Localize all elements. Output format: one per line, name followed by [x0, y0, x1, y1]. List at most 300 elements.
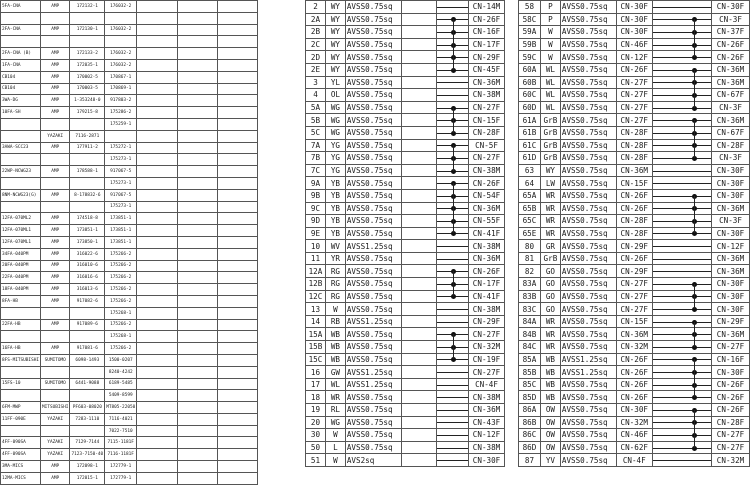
wire-color: WY [540, 164, 560, 177]
wire-line [653, 271, 711, 272]
wire-line [653, 45, 711, 46]
connector-ref: CN-14M [469, 1, 505, 14]
empty-cell [401, 278, 437, 291]
wire-number: 12C [306, 290, 326, 303]
wire-line [653, 158, 711, 159]
wire-spec: AVSS0.75sq [345, 202, 401, 215]
wire-color: YL [325, 76, 345, 89]
connector-ref-far: CN-36M [712, 328, 750, 341]
maker-name [41, 366, 70, 378]
wire-line [653, 284, 711, 285]
wire-row [519, 429, 750, 442]
connector-ref-far: CN-30F [712, 366, 750, 379]
wire-number: 65C [519, 215, 541, 228]
housing-part-no [70, 201, 105, 213]
terminal-part-no: 173851-1 [105, 213, 137, 225]
wire-spec: AVSS0.75sq [345, 404, 401, 417]
wire-number: 81 [519, 252, 541, 265]
empty-cell [137, 142, 177, 154]
empty-cell [177, 59, 217, 71]
connector-ref: CN-26F [616, 252, 652, 265]
empty-cell [217, 107, 257, 119]
wire-line [437, 259, 468, 260]
empty-cell [177, 12, 217, 24]
wire-number: 87 [519, 454, 541, 467]
wire-row [519, 315, 750, 328]
wire-color: WG [325, 126, 345, 139]
wire-row [519, 227, 750, 240]
wire-spec: AVSS0.75sq [345, 139, 401, 152]
wire-row [306, 26, 505, 39]
maker-name: SUMITOMO [41, 378, 70, 390]
empty-cell [401, 441, 437, 454]
empty-cell [177, 390, 217, 402]
wire-spec: AVSS0.75sq [560, 315, 616, 328]
bus-line [694, 378, 695, 392]
connector-row [1, 461, 258, 473]
connector-row [1, 177, 258, 189]
wire-color: GO [540, 303, 560, 316]
wire-spec: AVSS0.75sq [560, 114, 616, 127]
wire-row [306, 378, 505, 391]
wire-spec: AVSS0.75sq [345, 177, 401, 190]
empty-cell [177, 130, 217, 142]
wire-color: RG [325, 278, 345, 291]
wire-diagram-cell [652, 189, 711, 202]
wire-diagram-cell [437, 101, 469, 114]
connector-ref: CN-29F [616, 265, 652, 278]
connector-name: 22FA-HB [1, 319, 41, 331]
wire-line [653, 196, 711, 197]
wire-spec: AVSS0.75sq [560, 416, 616, 429]
bus-line [694, 50, 695, 57]
wire-number: 86D [519, 441, 541, 454]
bus-line [453, 126, 454, 133]
connector-ref: CN-16F [469, 26, 505, 39]
empty-cell [177, 343, 217, 355]
wire-row [306, 429, 505, 442]
connector-ref: CN-27F [616, 89, 652, 102]
wire-color: YB [325, 227, 345, 240]
bus-line [694, 302, 695, 309]
wire-number: 64 [519, 177, 541, 190]
connector-row [1, 118, 258, 130]
wire-line [437, 82, 468, 83]
wire-spec: AVSS0.75sq [560, 265, 616, 278]
connector-ref: CN-29F [469, 315, 505, 328]
wire-color: GO [540, 265, 560, 278]
wire-spec: AVSS0.75sq [560, 278, 616, 291]
empty-cell [137, 95, 177, 107]
bus-line [453, 189, 454, 203]
wire-number: 5A [306, 101, 326, 114]
connector-ref: CN-46F [616, 38, 652, 51]
bus-line [453, 38, 454, 52]
connector-name: 16FA-HB [1, 343, 41, 355]
wire-diagram-cell [652, 391, 711, 404]
connector-ref-far: CN-30F [712, 227, 750, 240]
connector-name: 22FA-040PM [1, 272, 41, 284]
wire-list-right [518, 0, 750, 465]
housing-part-no: 172130-1 [70, 24, 105, 36]
wire-row [306, 215, 505, 228]
wire-number: 58C [519, 13, 541, 26]
connector-name [1, 366, 41, 378]
empty-cell [177, 260, 217, 272]
wire-diagram-cell [652, 328, 711, 341]
wire-number: 59B [519, 38, 541, 51]
wire-spec: AVSS0.75sq [345, 416, 401, 429]
wire-color: YG [325, 139, 345, 152]
wire-diagram-cell [437, 290, 469, 303]
wire-color: WB [540, 353, 560, 366]
connector-ref: CN-27F [469, 152, 505, 165]
housing-part-no: 174518-8 [70, 213, 105, 225]
empty-cell [137, 130, 177, 142]
connector-ref-far: CN-27F [712, 441, 750, 454]
wire-color: GR [540, 240, 560, 253]
wire-line [437, 397, 468, 398]
wire-line [437, 372, 468, 373]
wire-diagram-cell [437, 164, 469, 177]
terminal-part-no: 175266-2 [105, 295, 137, 307]
wire-diagram-cell [652, 353, 711, 366]
housing-part-no: 316013-6 [70, 284, 105, 296]
maker-name: AMP [41, 48, 70, 60]
wire-spec: AVSS0.75sq [345, 265, 401, 278]
wire-spec: AVSS0.75sq [345, 353, 401, 366]
wire-row [519, 290, 750, 303]
empty-cell [217, 24, 257, 36]
connector-ref: CN-36M [469, 252, 505, 265]
terminal-part-no: 7116-1181F [105, 449, 137, 461]
wire-diagram-cell [437, 139, 469, 152]
terminal-part-no [105, 130, 137, 142]
bus-line [453, 290, 454, 297]
wire-number: 84C [519, 341, 541, 354]
connector-ref: CN-15F [469, 114, 505, 127]
connector-ref: CN-15F [616, 315, 652, 328]
wire-spec: AVSS0.75sq [560, 227, 616, 240]
wire-number: 85C [519, 378, 541, 391]
bus-line [453, 340, 454, 354]
terminal-part-no: 8240-4242 [105, 366, 137, 378]
wire-number: 60A [519, 63, 541, 76]
wire-diagram-cell [437, 391, 469, 404]
maker-name: AMP [41, 284, 70, 296]
empty-cell [217, 118, 257, 130]
wire-spec: AVSS0.75sq [560, 303, 616, 316]
empty-cell [177, 331, 217, 343]
wire-row [306, 114, 505, 127]
wire-diagram-cell [652, 341, 711, 354]
wire-spec: AVSS1.25sq [345, 315, 401, 328]
maker-name: YAZAKI [41, 413, 70, 425]
housing-part-no: 917089-6 [70, 319, 105, 331]
empty-cell [177, 177, 217, 189]
wire-row [519, 126, 750, 139]
connector-ref-far: CN-26F [712, 404, 750, 417]
wire-color: RL [325, 404, 345, 417]
wire-line [653, 410, 711, 411]
maker-name: AMP [41, 107, 70, 119]
wire-spec: AVSS0.75sq [345, 114, 401, 127]
wire-spec: AVSS0.75sq [345, 328, 401, 341]
wire-row [519, 89, 750, 102]
housing-part-no: 179215-8 [70, 107, 105, 119]
connector-ref: CN-15F [616, 177, 652, 190]
housing-part-no [70, 366, 105, 378]
terminal-part-no: 172779-1 [105, 472, 137, 484]
connector-ref: CN-55F [469, 215, 505, 228]
connector-ref: CN-27F [469, 366, 505, 379]
wire-line [437, 422, 468, 423]
connector-ref: CN-38M [469, 303, 505, 316]
wire-line [653, 322, 711, 323]
wire-diagram-cell [652, 26, 711, 39]
connector-ref: CN-54F [469, 189, 505, 202]
wire-spec: AVSS0.75sq [345, 13, 401, 26]
wire-color: WR [540, 189, 560, 202]
bus-line [694, 202, 695, 216]
wire-row [306, 303, 505, 316]
wire-line [653, 246, 711, 247]
wire-row [306, 391, 505, 404]
empty-cell [137, 354, 177, 366]
empty-cell [137, 366, 177, 378]
wire-line [653, 448, 711, 449]
maker-name: AMP [41, 343, 70, 355]
maker-name: AMP [41, 59, 70, 71]
wire-number: 60B [519, 76, 541, 89]
wire-row [306, 252, 505, 265]
connector-ref: CN-27F [616, 290, 652, 303]
wire-spec: AVSS0.75sq [345, 38, 401, 51]
empty-cell [137, 166, 177, 178]
wire-spec: AVSS0.75sq [560, 1, 616, 14]
wire-row [306, 189, 505, 202]
housing-part-no: 172133-2 [70, 48, 105, 60]
connector-ref: CN-30F [616, 1, 652, 14]
maker-name: AMP [41, 142, 70, 154]
wire-diagram-cell [437, 252, 469, 265]
wire-row [519, 76, 750, 89]
wire-number: 5B [306, 114, 326, 127]
empty-cell [401, 366, 437, 379]
wire-spec: AVSS0.75sq [560, 89, 616, 102]
empty-cell [401, 202, 437, 215]
terminal-part-no: 6189-5485 [105, 378, 137, 390]
connector-row [1, 95, 258, 107]
wire-diagram-cell [437, 454, 469, 467]
wire-diagram-cell [437, 315, 469, 328]
wire-color: RB [325, 315, 345, 328]
connector-row [1, 319, 258, 331]
empty-cell [217, 343, 257, 355]
empty-cell [177, 95, 217, 107]
empty-cell [177, 24, 217, 36]
wire-spec: AVSS0.75sq [560, 429, 616, 442]
bus-line [453, 227, 454, 234]
empty-cell [137, 413, 177, 425]
empty-cell [401, 391, 437, 404]
terminal-part-no: 917803-2 [105, 95, 137, 107]
wire-color: WY [325, 26, 345, 39]
maker-name: AMP [41, 236, 70, 248]
wire-line [653, 309, 711, 310]
empty-cell [137, 213, 177, 225]
empty-cell [177, 166, 217, 178]
connector-name [1, 130, 41, 142]
wire-color: GO [540, 278, 560, 291]
wire-diagram-cell [652, 38, 711, 51]
empty-cell [137, 236, 177, 248]
wire-color: WR [540, 315, 560, 328]
wire-spec: AVSS0.75sq [560, 126, 616, 139]
empty-cell [401, 227, 437, 240]
connector-ref-far: CN-30F [712, 303, 750, 316]
terminal-part-no: 176032-2 [105, 48, 137, 60]
connector-ref: CN-26F [616, 202, 652, 215]
wire-diagram-cell [652, 366, 711, 379]
wire-diagram-cell [652, 303, 711, 316]
connector-ref: CN-30F [616, 26, 652, 39]
connector-ref: CN-38M [469, 441, 505, 454]
empty-cell [177, 83, 217, 95]
connector-ref-far: CN-30F [712, 1, 750, 14]
connector-name [1, 12, 41, 24]
empty-cell [217, 189, 257, 201]
connector-row [1, 154, 258, 166]
wire-number: 5C [306, 126, 326, 139]
wire-color: GW [325, 366, 345, 379]
wire-row [306, 278, 505, 291]
wire-line [437, 322, 468, 323]
wire-diagram-cell [437, 240, 469, 253]
wire-spec: AVSS0.75sq [560, 189, 616, 202]
wire-line [437, 385, 468, 386]
maker-name [41, 201, 70, 213]
connector-ref: CN-36M [469, 76, 505, 89]
wire-spec: AVSS0.75sq [345, 290, 401, 303]
bus-line [694, 151, 695, 158]
terminal-part-no: 175266-2 [105, 272, 137, 284]
empty-cell [137, 189, 177, 201]
wire-diagram-cell [652, 1, 711, 14]
connector-ref: CN-27F [616, 303, 652, 316]
wire-spec: AVSS0.75sq [345, 252, 401, 265]
empty-cell [177, 272, 217, 284]
empty-cell [137, 449, 177, 461]
wire-spec: AVSS0.75sq [560, 63, 616, 76]
empty-cell [217, 201, 257, 213]
maker-name [41, 36, 70, 48]
wire-line [437, 309, 468, 310]
connector-row [1, 107, 258, 119]
empty-cell [217, 95, 257, 107]
empty-cell [137, 59, 177, 71]
empty-cell [217, 83, 257, 95]
empty-cell [137, 248, 177, 260]
wire-row [519, 215, 750, 228]
wire-color: WL [540, 101, 560, 114]
connector-name [1, 307, 41, 319]
wire-table-right [518, 0, 750, 467]
wire-row [519, 13, 750, 26]
empty-cell [401, 252, 437, 265]
wire-line [653, 108, 711, 109]
wire-spec: AVSS0.75sq [560, 252, 616, 265]
wire-row [519, 353, 750, 366]
wire-number: 80 [519, 240, 541, 253]
terminal-part-no [105, 12, 137, 24]
wire-color: YB [325, 177, 345, 190]
wire-color: WY [325, 51, 345, 64]
connector-ref: CN-45F [469, 63, 505, 76]
connector-name: 6FM-MWP [1, 402, 41, 414]
empty-cell [401, 38, 437, 51]
maker-name: AMP [41, 472, 70, 484]
wire-diagram-cell [652, 290, 711, 303]
housing-part-no [70, 425, 105, 437]
maker-name: AMP [41, 213, 70, 225]
maker-name [41, 12, 70, 24]
connector-ref: CN-26F [616, 378, 652, 391]
wire-color: W [540, 26, 560, 39]
wire-row [519, 366, 750, 379]
connector-ref: CN-4F [616, 454, 652, 467]
empty-cell [137, 71, 177, 83]
connector-ref-far: CN-3F [712, 152, 750, 165]
wire-row [306, 240, 505, 253]
wire-row [306, 265, 505, 278]
bus-line [453, 63, 454, 70]
connector-name: 11FF-090E [1, 413, 41, 425]
wire-color: W [540, 38, 560, 51]
wire-diagram-cell [652, 126, 711, 139]
wire-row [519, 404, 750, 417]
maker-name [41, 118, 70, 130]
empty-cell [217, 472, 257, 484]
wire-diagram-cell [437, 265, 469, 278]
empty-cell [401, 126, 437, 139]
wire-spec: AVSS0.75sq [345, 126, 401, 139]
wire-spec: AVSS0.75sq [345, 63, 401, 76]
terminal-part-no: 175268-1 [105, 307, 137, 319]
empty-cell [137, 12, 177, 24]
connector-ref: CN-27F [616, 114, 652, 127]
wire-spec: AVSS0.75sq [560, 164, 616, 177]
wire-spec: AVSS0.75sq [345, 164, 401, 177]
wire-color: GrB [540, 252, 560, 265]
wire-number: 30 [306, 429, 326, 442]
housing-part-no: 1-353248-0 [70, 95, 105, 107]
wire-number: 17 [306, 378, 326, 391]
empty-cell [401, 114, 437, 127]
wire-row [519, 101, 750, 114]
empty-cell [217, 437, 257, 449]
connector-ref-far: CN-30F [712, 189, 750, 202]
housing-part-no: 316022-6 [70, 248, 105, 260]
connector-name: CB104 [1, 71, 41, 83]
connector-ref: CN-46F [616, 429, 652, 442]
connector-ref-far: CN-36M [712, 265, 750, 278]
wire-diagram-cell [437, 63, 469, 76]
connector-ref: CN-27F [469, 101, 505, 114]
empty-cell [137, 319, 177, 331]
connector-ref-far: CN-36M [712, 114, 750, 127]
connector-ref-far: CN-36M [712, 63, 750, 76]
